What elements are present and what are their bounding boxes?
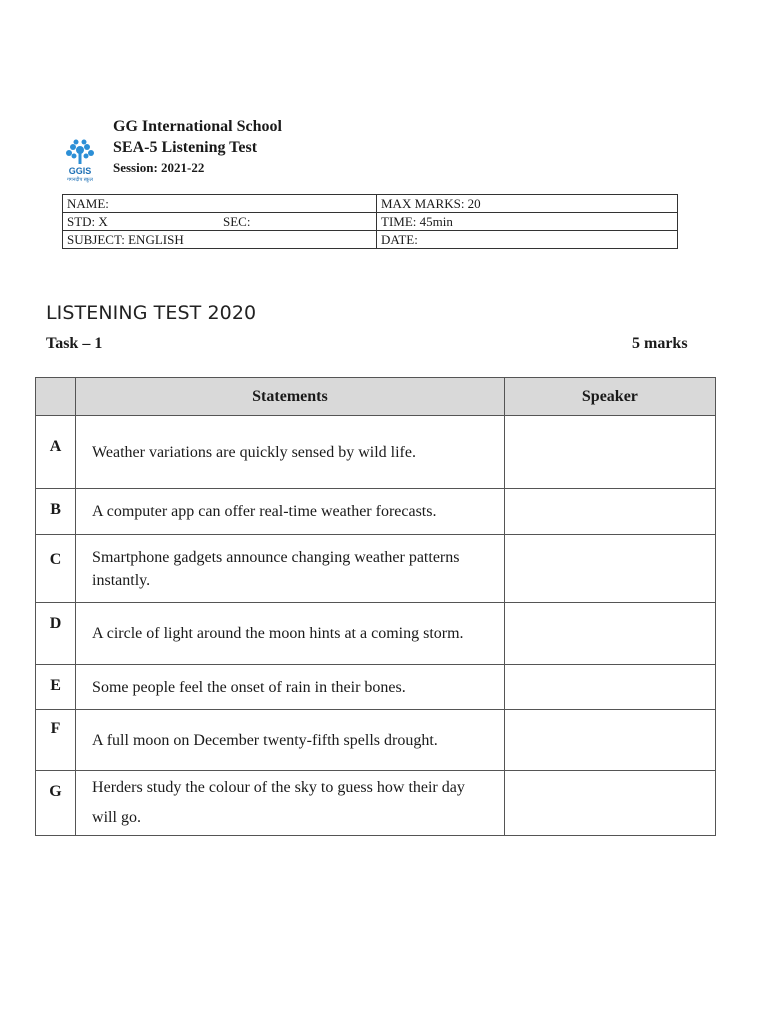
table-header-row	[36, 378, 716, 416]
speaker-answer-cell[interactable]	[504, 603, 715, 665]
row-letter: E	[36, 665, 76, 710]
std-sec-cell[interactable]	[63, 213, 377, 231]
row-statement: A full moon on December twenty-fifth spells drought.	[76, 710, 505, 771]
task-marks: 5 marks	[632, 335, 688, 352]
statements-header: Statements	[76, 378, 505, 416]
row-letter: C	[36, 535, 76, 603]
speaker-answer-cell[interactable]	[504, 710, 715, 771]
row-statement: A computer app can offer real-time weather forecasts.	[76, 489, 505, 535]
table-row	[36, 603, 716, 665]
table-row	[36, 771, 716, 836]
table-row	[36, 710, 716, 771]
speaker-answer-cell[interactable]	[504, 535, 715, 603]
speaker-answer-cell[interactable]	[504, 771, 715, 836]
subject-cell: SUBJECT: ENGLISH	[63, 231, 377, 249]
row-letter: G	[36, 771, 76, 836]
row-statement: Some people feel the onset of rain in their bones.	[76, 665, 505, 710]
row-statement: Weather variations are quickly sensed by wild life.	[76, 416, 505, 489]
table-row	[36, 535, 716, 603]
logo-text: GGIS	[68, 166, 92, 176]
logo-subtext: गगनदीप स्कूल	[67, 177, 93, 183]
student-info-table	[62, 194, 678, 249]
table-row	[36, 665, 716, 710]
speaker-answer-cell[interactable]	[504, 416, 715, 489]
session-label: Session: 2021-22	[113, 160, 205, 175]
table-row	[36, 416, 716, 489]
name-field[interactable]: NAME:	[63, 195, 377, 213]
letter-header	[36, 378, 76, 416]
time-cell: TIME: 45min	[377, 213, 678, 231]
max-marks-cell: MAX MARKS: 20	[377, 195, 678, 213]
date-field[interactable]: DATE:	[377, 231, 678, 249]
speaker-answer-cell[interactable]	[504, 665, 715, 710]
school-name: GG International School	[113, 118, 282, 135]
statements-table	[35, 377, 716, 836]
page-title: LISTENING TEST 2020	[46, 302, 257, 324]
std-label: STD: X	[67, 214, 108, 229]
sec-label: SEC:	[223, 214, 251, 229]
row-statement: Smartphone gadgets announce changing weather patterns instantly.	[76, 535, 505, 603]
row-letter: F	[36, 710, 76, 771]
row-statement: A circle of light around the moon hints at a coming storm.	[76, 603, 505, 665]
row-letter: D	[36, 603, 76, 665]
row-letter: B	[36, 489, 76, 535]
speaker-header: Speaker	[504, 378, 715, 416]
table-row	[36, 489, 716, 535]
task-label: Task – 1	[46, 335, 103, 352]
row-letter: A	[36, 416, 76, 489]
speaker-answer-cell[interactable]	[504, 489, 715, 535]
row-statement: Herders study the colour of the sky to guess how their day will go.	[76, 771, 505, 836]
test-name: SEA-5 Listening Test	[113, 139, 258, 156]
